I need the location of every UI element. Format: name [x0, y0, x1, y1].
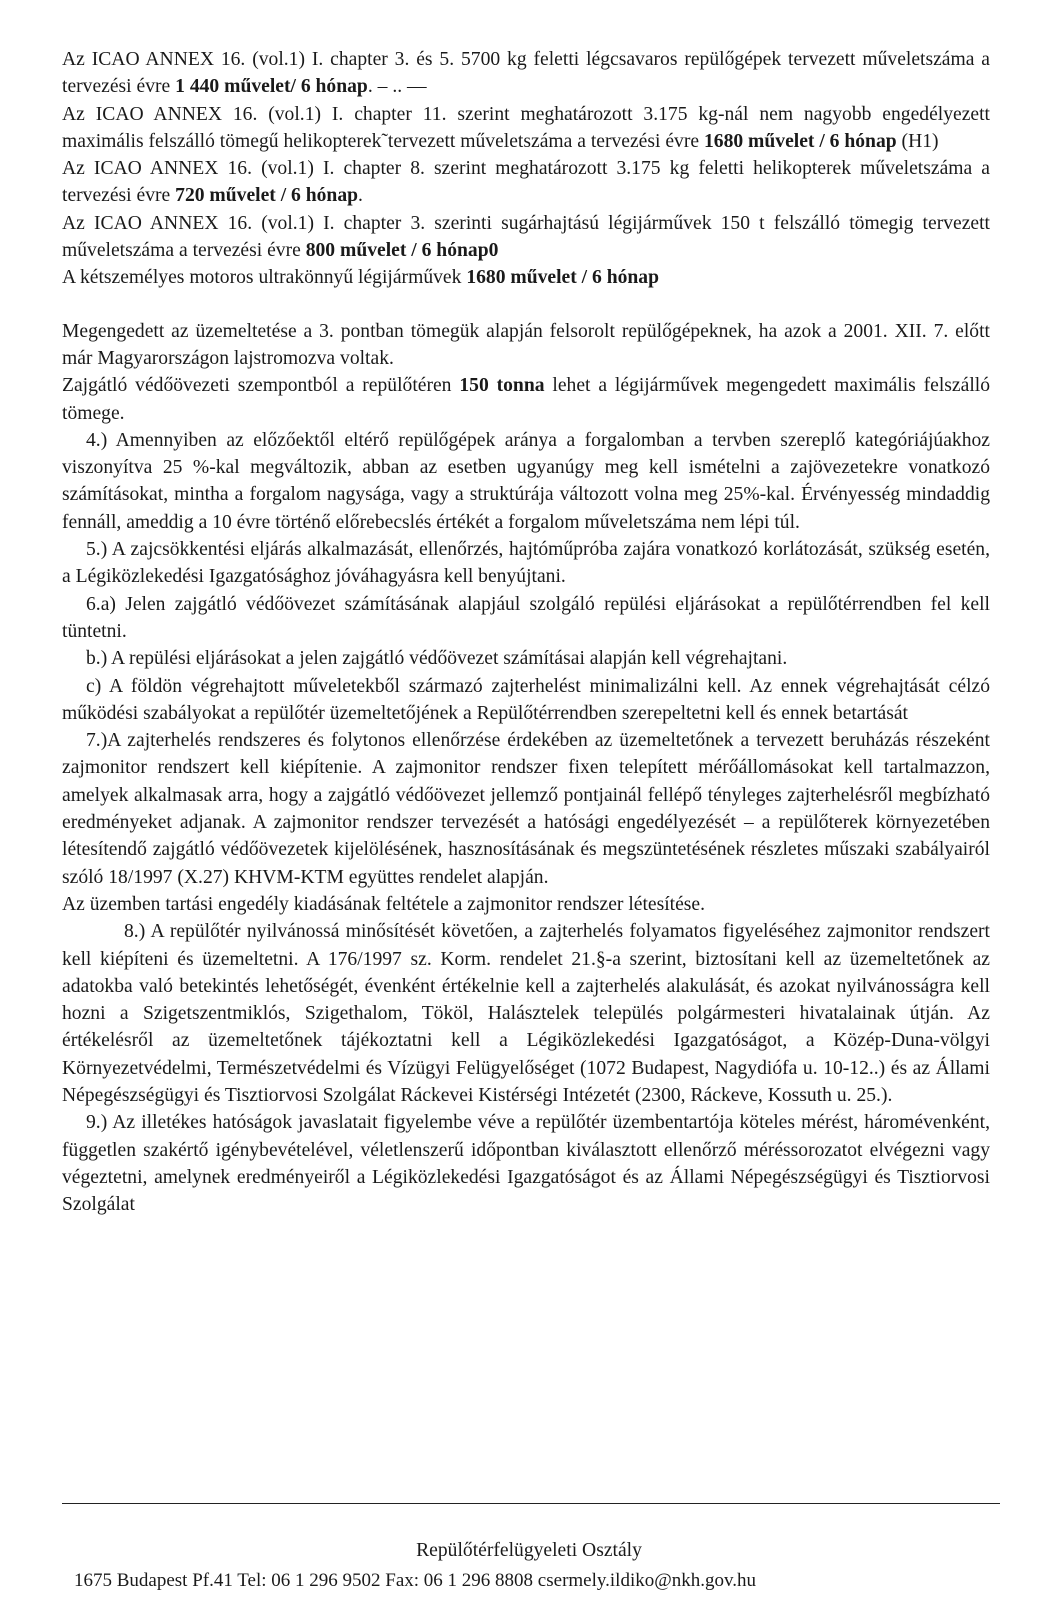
bold-value: 800 művelet / 6 hónap0	[305, 240, 499, 262]
bold-value: 1680 művelet / 6 hónap	[466, 267, 659, 289]
paragraph-jet-aircraft: Az ICAO ANNEX 16. (vol.1) I. chapter 3. szerinti sugárhajtású légijárművek 150 t felszálló tömegig tervezett műveletszáma a tervezési évre 800 művelet / 6 hónap0	[62, 212, 990, 262]
paragraph-heavy-helicopters: Az ICAO ANNEX 16. (vol.1) I. chapter 8. szerint meghatározott 3.175 kg feletti helikopterek műveletszáma a tervezési évre 720 művelet / 6 hónap.	[62, 158, 990, 207]
paragraph-point-8: 8.) A repülőtér nyilvánossá minősítését követően, a zajterhelés folyamatos figyeléséhez zajmonitor rendszert kell kiépíteni és üzemeltetni. A 176/1997 sz. Korm. rendelet 21.§-a szerint, biztosítani kell az üzemeltetőnek az adatokba való betekintés lehetőségét, évenként értékelnie kell a zajterhelés alakulását, és azokat nyilvánosságra kell hozni a Szigetszentmiklós, Szigethalom, Tököl, Halásztelek település polgármesteri hivatalainak útján. Az értékelésről az üzemeltetőnek tájékoztatni kell a Légiközlekedési Igazgatóságot, a Közép-Duna-völgyi Környezetvédelmi, Természetvédelmi és Vízügyi Felügyelőséget (1072 Budapest, Nagydiófa u. 10-12..) és az Állami Népegészségügyi és Tisztiorvosi Szolgálat Ráckevei Kistérségi Intézetét (2300, Ráckeve, Kossuth u. 25.).	[62, 921, 990, 1106]
bold-value: 1 440 művelet/ 6 hónap	[175, 76, 368, 98]
paragraph-operating-permit: Az üzemben tartási engedély kiadásának feltétele a zajmonitor rendszer létesítése.	[62, 893, 706, 915]
paragraph-point-4: 4.) Amennyiben az előzőektől eltérő repülőgépek aránya a forgalomban a tervben szereplő kategóriájúakhoz viszonyítva 25 %-kal megváltozik, abban az esetben ugyanúgy meg kell ismételni a zajövezetekre vonatkozó számításokat, mintha a forgalom nagysága, vagy a struktúrája változott volna meg 25%-kal. Érvényesség mindaddig fennáll, ameddig a 10 évre történő előrebecslés értékét a forgalom műveletszáma nem lépi túl.	[62, 429, 990, 533]
bold-value: 720 művelet / 6 hónap	[175, 185, 359, 207]
paragraph-light-helicopters: Az ICAO ANNEX 16. (vol.1) I. chapter 11. szerint meghatározott 3.175 kg-nál nem nagyobb engedélyezett maximális felszálló tömegű helikopterek˜tervezett műveletszáma a tervezési évre 1680 művelet / 6 hónap (H1)	[62, 103, 990, 152]
paragraph-ultralight: A kétszemélyes motoros ultrakönnyű légijárművek 1680 művelet / 6 hónap	[62, 267, 659, 289]
paragraph-point-6a: 6.a) Jelen zajgátló védőövezet számításának alapjául szolgáló repülési eljárásokat a repülőtérrendben fel kell tüntetni.	[62, 593, 990, 642]
footer-divider	[62, 1503, 1000, 1504]
paragraph-gap	[62, 292, 990, 318]
paragraph-point-5: 5.) A zajcsökkentési eljárás alkalmazását, ellenőrzés, hajtóműpróba zajára vonatkozó korlátozását, szükség esetén, a Légiközlekedési Igazgatósághoz jóváhagyásra kell benyújtani.	[62, 539, 990, 588]
bold-value: 150 tonna	[459, 375, 545, 397]
paragraph-point-6c: c) A földön végrehajtott műveletekből származó zajterhelést minimalizálni kell. Az ennek végrehajtását célzó működési szabályokat a repülőtér üzemeltetőjének a Repülőtérrendben szerepeltetni kell és ennek betartását	[62, 675, 990, 724]
document-body	[62, 46, 990, 1218]
bold-value: 1680 művelet / 6 hónap	[703, 130, 897, 152]
paragraph-point-9: 9.) Az illetékes hatóságok javaslatait figyelembe véve a repülőtér üzembentartója köteles mérést, háromévenként, független szakértő igénybevételével, véletlenszerű időpontban kiválasztott ellenőrző méréssorozatot elvégezni vagy végeztetni, amelynek eredményeiről a Légiközlekedési Igazgatóságot és az Állami Népegészségügyi és Tisztiorvosi Szolgálat	[62, 1112, 990, 1216]
paragraph-point-6b: b.) A repülési eljárásokat a jelen zajgátló védőövezet számításai alapján kell végrehajtani.	[86, 648, 788, 670]
paragraph-registration: Megengedett az üzemeltetése a 3. pontban tömegük alapján felsorolt repülőgépeknek, ha azok a 2001. XII. 7. előtt már Magyarországon lajstromozva voltak.	[62, 320, 990, 369]
paragraph-max-takeoff-mass: Zajgátló védőövezeti szempontból a repülőtéren 150 tonna lehet a légijárművek megengedett maximális felszálló tömege.	[62, 375, 991, 424]
footer-contact: 1675 Budapest Pf.41 Tel: 06 1 296 9502 Fax: 06 1 296 8808 csermely.ildiko@nkh.gov.hu	[74, 1570, 757, 1591]
footer-department: Repülőtérfelügyeleti Osztály	[416, 1540, 642, 1561]
paragraph-point-7: 7.)A zajterhelés rendszeres és folytonos ellenőrzése érdekében az üzemeltetőnek a tervezett beruházás részeként zajmonitor rendszert kell kiépítenie. A zajmonitor rendszer fixen telepített mérőállomásokat kell tartalmazzon, amelyek alkalmasak arra, hogy a zajgátló védőövezet jellemző pontjainál fellépő tényleges zajterhelésről megbízható eredményeket adjanak. A zajmonitor rendszer tervezését a hatósági engedélyezését – a repülőterek környezetében létesítendő zajgátló védőövezetek kijelölésének, hasznosításának és megszüntetésének részletes műszaki szabályairól szóló 18/1997 (X.27) KHVM-KTM együttes rendelet alapján.	[62, 730, 990, 888]
paragraph-propeller-aircraft: Az ICAO ANNEX 16. (vol.1) I. chapter 3. és 5. 5700 kg feletti légcsavaros repülőgépek tervezett műveletszáma a tervezési évre 1 440 művelet/ 6 hónap. – .. —	[62, 49, 990, 98]
